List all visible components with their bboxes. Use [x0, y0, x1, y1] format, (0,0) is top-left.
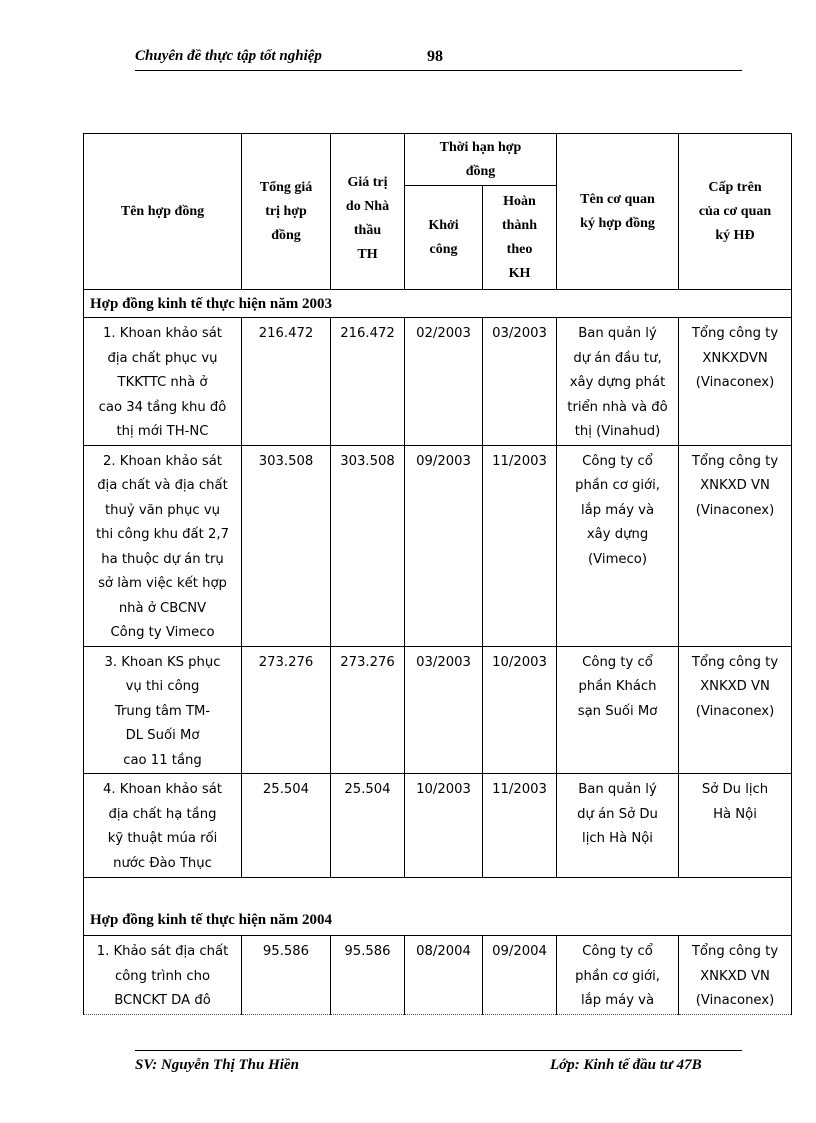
finish-date: 11/2003: [483, 774, 557, 878]
start-date: 02/2003: [405, 318, 483, 446]
contractor-value: 25.504: [331, 774, 405, 878]
total-value: 25.504: [242, 774, 331, 878]
page-number: 98: [427, 48, 443, 65]
header-agency: Tên cơ quan ký hợp đồng: [557, 134, 679, 290]
header-superior: Cấp trên của cơ quan ký HĐ: [679, 134, 792, 290]
section-title-2004: Hợp đồng kinh tế thực hiện năm 2004: [84, 878, 792, 936]
total-value: 216.472: [242, 318, 331, 446]
class-name: Lớp: Kinh tế đầu tư 47B: [550, 1057, 702, 1073]
contract-name: 1. Khoan khảo sát địa chất phục vụ TKKTTC nhà ở cao 34 tầng khu đô thị mới TH-NC: [84, 318, 242, 446]
superior: Sở Du lịch Hà Nội: [679, 774, 792, 878]
table-row: [84, 646, 792, 774]
start-date: 10/2003: [405, 774, 483, 878]
agency: Ban quản lý dự án Sở Du lịch Hà Nội: [557, 774, 679, 878]
contractor-value: 303.508: [331, 445, 405, 646]
finish-date: 09/2004: [483, 936, 557, 1015]
student-name: SV: Nguyễn Thị Thu Hiền: [135, 1057, 299, 1073]
total-value: 303.508: [242, 445, 331, 646]
header-contractor-value: Giá trị do Nhà thầu TH: [331, 134, 405, 290]
start-date: 03/2003: [405, 646, 483, 774]
header-start: Khởi công: [405, 186, 483, 290]
contracts-table: [83, 133, 792, 1015]
table-row: [84, 936, 792, 1015]
page-header: [135, 48, 742, 71]
table-row: [84, 445, 792, 646]
agency: Công ty cổ phần cơ giới, lắp máy và: [557, 936, 679, 1015]
finish-date: 10/2003: [483, 646, 557, 774]
finish-date: 03/2003: [483, 318, 557, 446]
table-row: [84, 318, 792, 446]
header-total-value: Tổng giá trị hợp đồng: [242, 134, 331, 290]
header-finish: Hoàn thành theo KH: [483, 186, 557, 290]
contract-name: 3. Khoan KS phục vụ thi công Trung tâm TM- DL Suối Mơ cao 11 tầng: [84, 646, 242, 774]
superior: Tổng công ty XNKXDVN (Vinaconex): [679, 318, 792, 446]
superior: Tổng công ty XNKXD VN (Vinaconex): [679, 936, 792, 1015]
section-title-2003: Hợp đồng kinh tế thực hiện năm 2003: [84, 290, 792, 318]
agency: Ban quản lý dự án đầu tư, xây dựng phát triển nhà và đô thị (Vinahud): [557, 318, 679, 446]
contractor-value: 273.276: [331, 646, 405, 774]
superior: Tổng công ty XNKXD VN (Vinaconex): [679, 646, 792, 774]
superior: Tổng công ty XNKXD VN (Vinaconex): [679, 445, 792, 646]
total-value: 95.586: [242, 936, 331, 1015]
agency: Công ty cổ phần Khách sạn Suối Mơ: [557, 646, 679, 774]
finish-date: 11/2003: [483, 445, 557, 646]
header-term: Thời hạn hợp đồng: [405, 134, 557, 186]
contractor-value: 216.472: [331, 318, 405, 446]
contract-name: 4. Khoan khảo sát địa chất hạ tầng kỹ thuật múa rối nước Đào Thục: [84, 774, 242, 878]
start-date: 08/2004: [405, 936, 483, 1015]
contractor-value: 95.586: [331, 936, 405, 1015]
contract-name: 2. Khoan khảo sát địa chất và địa chất thuỷ văn phục vụ thi công khu đất 2,7 ha thuộc dự án trụ sở làm việc kết hợp nhà ở CBCNV Công ty Vimeco: [84, 445, 242, 646]
agency: Công ty cổ phần cơ giới, lắp máy và xây dựng (Vimeco): [557, 445, 679, 646]
table-row: [84, 774, 792, 878]
total-value: 273.276: [242, 646, 331, 774]
start-date: 09/2003: [405, 445, 483, 646]
page-footer: [135, 1050, 742, 1081]
contract-name: 1. Khảo sát địa chất công trình cho BCNCKT DA đô: [84, 936, 242, 1015]
header-name: Tên hợp đồng: [84, 134, 242, 290]
document-title: Chuyên đề thực tập tốt nghiệp: [135, 48, 322, 64]
